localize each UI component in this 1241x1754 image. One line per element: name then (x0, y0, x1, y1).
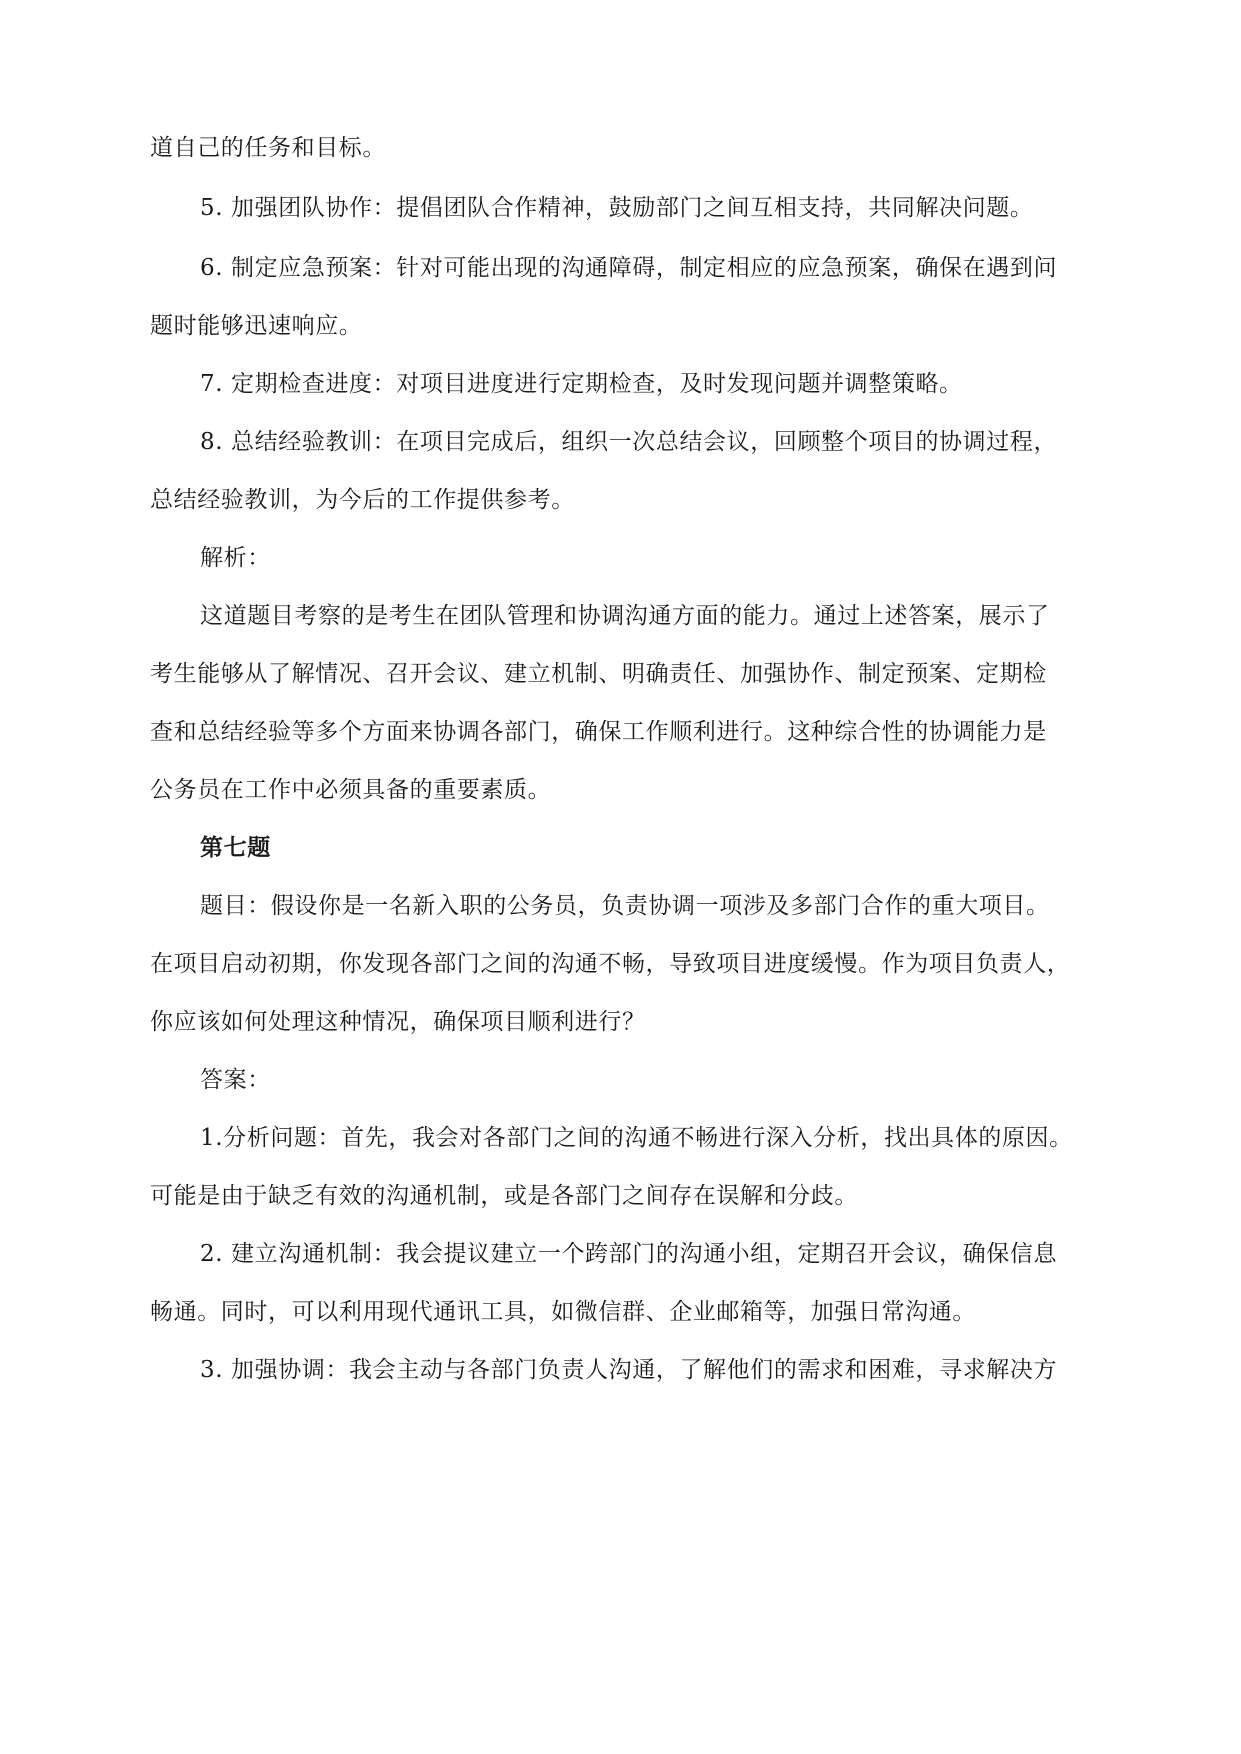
question-line: 你应该如何处理这种情况，确保项目顺利进行？ (150, 1009, 646, 1035)
text-line: 道自己的任务和目标。 (150, 135, 386, 161)
paragraph-line: 查和总结经验等多个方面来协调各部门，确保工作顺利进行。这种综合性的协调能力是 (150, 719, 1047, 745)
list-item-7: 7. 定期检查进度：对项目进度进行定期检查，及时发现问题并调整策略。 (200, 371, 963, 397)
question-line: 题目：假设你是一名新入职的公务员，负责协调一项涉及多部门合作的重大项目。 (200, 893, 1050, 919)
list-item-8: 8. 总结经验教训：在项目完成后，组织一次总结会议，回顾整个项目的协调过程， (200, 429, 1058, 455)
analysis-heading: 解析： (200, 545, 271, 571)
list-item-1: 1.分析问题：首先，我会对各部门之间的沟通不畅进行深入分析，找出具体的原因。 (200, 1125, 1073, 1151)
text-line: 可能是由于缺乏有效的沟通机制，或是各部门之间存在误解和分歧。 (150, 1183, 858, 1209)
answer-heading: 答案： (200, 1067, 271, 1093)
paragraph-line: 考生能够从了解情况、召开会议、建立机制、明确责任、加强协作、制定预案、定期检 (150, 661, 1047, 687)
text-line: 总结经验教训，为今后的工作提供参考。 (150, 487, 575, 513)
question-line: 在项目启动初期，你发现各部门之间的沟通不畅，导致项目进度缓慢。作为项目负责人， (150, 951, 1071, 977)
paragraph-line: 这道题目考察的是考生在团队管理和协调沟通方面的能力。通过上述答案，展示了 (200, 603, 1050, 629)
list-item-6: 6. 制定应急预案：针对可能出现的沟通障碍，制定相应的应急预案，确保在遇到问 (200, 255, 1058, 281)
list-item-5: 5. 加强团队协作：提倡团队合作精神，鼓励部门之间互相支持，共同解决问题。 (200, 195, 1034, 221)
list-item-3: 3. 加强协调：我会主动与各部门负责人沟通，了解他们的需求和困难，寻求解决方 (200, 1357, 1058, 1383)
list-item-2: 2. 建立沟通机制：我会提议建立一个跨部门的沟通小组，定期召开会议，确保信息 (200, 1241, 1058, 1267)
text-line: 畅通。同时，可以利用现代通讯工具，如微信群、企业邮箱等，加强日常沟通。 (150, 1299, 976, 1325)
section-heading: 第七题 (200, 834, 271, 861)
paragraph-line: 公务员在工作中必须具备的重要素质。 (150, 777, 552, 803)
text-line: 题时能够迅速响应。 (150, 313, 363, 339)
